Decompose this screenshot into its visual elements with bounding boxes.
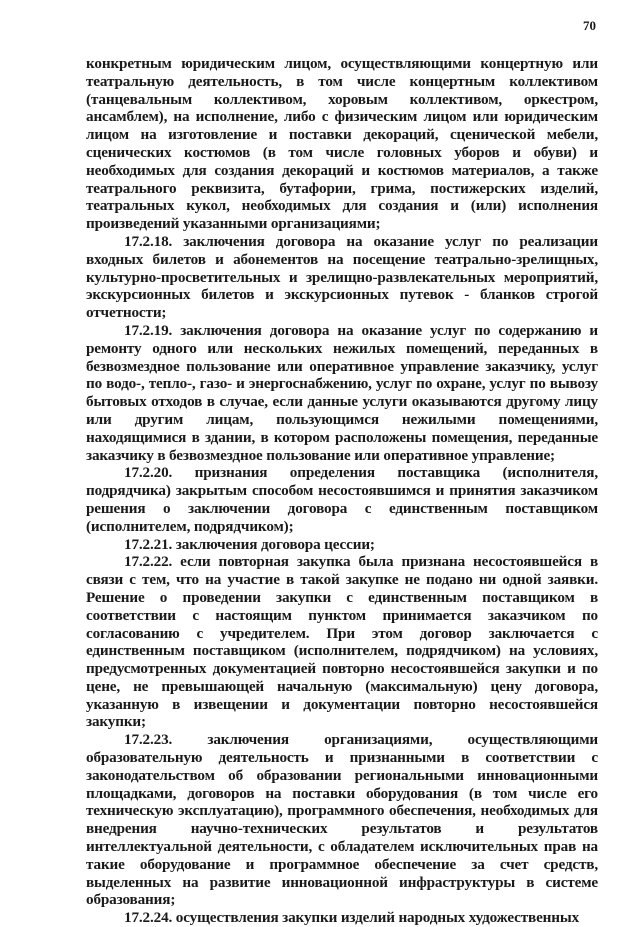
- paragraph-17-2-22: 17.2.22. если повторная закупка была признана несостоявшейся в связи с тем, что на участие в такой закупке не подано ни одной заявки. Решение о проведении закупки с единственным поставщиком в соответствии с настоящим пунктом принимается заказчиком по согласованию с учредителем. При этом договор заключается с единственным поставщиком (исполнителем, подрядчиком) на условиях, предусмотренных документацией повторно несостоявшейся закупки и по цене, не превышающей начальную (максимальную) цену договора, указанную в извещении и документации повторно несостоявшейся закупки;: [86, 553, 598, 731]
- page-number: 70: [583, 18, 596, 33]
- paragraph-17-2-18: 17.2.18. заключения договора на оказание услуг по реализации входных билетов и абонементов на посещение театрально-зрелищных, культурно-просветительных и зрелищно-развлекательных мероприятий, экскурсионных билетов и экскурсионных путевок - бланков строгой отчетности;: [86, 232, 598, 322]
- paragraph-continuation: конкретным юридическим лицом, осуществляющими концертную или театральную деятельность, в том числе концертным коллективом (танцевальным коллективом, хоровым коллективом, оркестром, ансамблем), на исполнение, либо с физическим лицом или юридическим лицом на изготовление и поставки декораций, сценической мебели, сценических костюмов (в том числе головных уборов и обуви) и необходимых для создания декораций и костюмов материалов, а также театрального реквизита, бутафории, грима, постижерских изделий, театральных кукол, необходимых для создания и (или) исполнения произведений указанными организациями;: [86, 55, 598, 233]
- paragraph-17-2-21: 17.2.21. заключения договора цессии;: [124, 535, 375, 553]
- document-body: [86, 55, 598, 927]
- paragraph-17-2-20: 17.2.20. признания определения поставщика (исполнителя, подрядчика) закрытым способом несостоявшимся и принятия заказчиком решения о заключении договора с единственным поставщиком (исполнителем, подрядчиком);: [86, 464, 598, 535]
- paragraph-17-2-24: 17.2.24. осуществления закупки изделий народных художественных: [124, 909, 580, 927]
- paragraph-17-2-19: 17.2.19. заключения договора на оказание услуг по содержанию и ремонту одного или нескольких нежилых помещений, переданных в безвозмездное пользование или оперативное управление заказчику, услуг по водо-, тепло-, газо- и энергоснабжению, услуг по охране, услуг по вывозу бытовых отходов в случае, если данные услуги оказываются другому лицу или другим лицам, пользующимся нежилыми помещениями, находящимися в здании, в котором расположены помещения, переданные заказчику в безвозмездное пользование или оперативное управление;: [86, 321, 598, 464]
- paragraph-17-2-23: 17.2.23. заключения организациями, осуществляющими образовательную деятельность и признанными в соответствии с законодательством об образовании региональными инновационными площадками, договоров на поставки оборудования (в том числе его техническую эксплуатацию), программного обеспечения, необходимых для внедрения научно-технических результатов и результатов интеллектуальной деятельности, с обладателем исключительных прав на такие оборудование и программное обеспечение за счет средств, выделенных на развитие инновационной инфраструктуры в системе образования;: [86, 731, 598, 909]
